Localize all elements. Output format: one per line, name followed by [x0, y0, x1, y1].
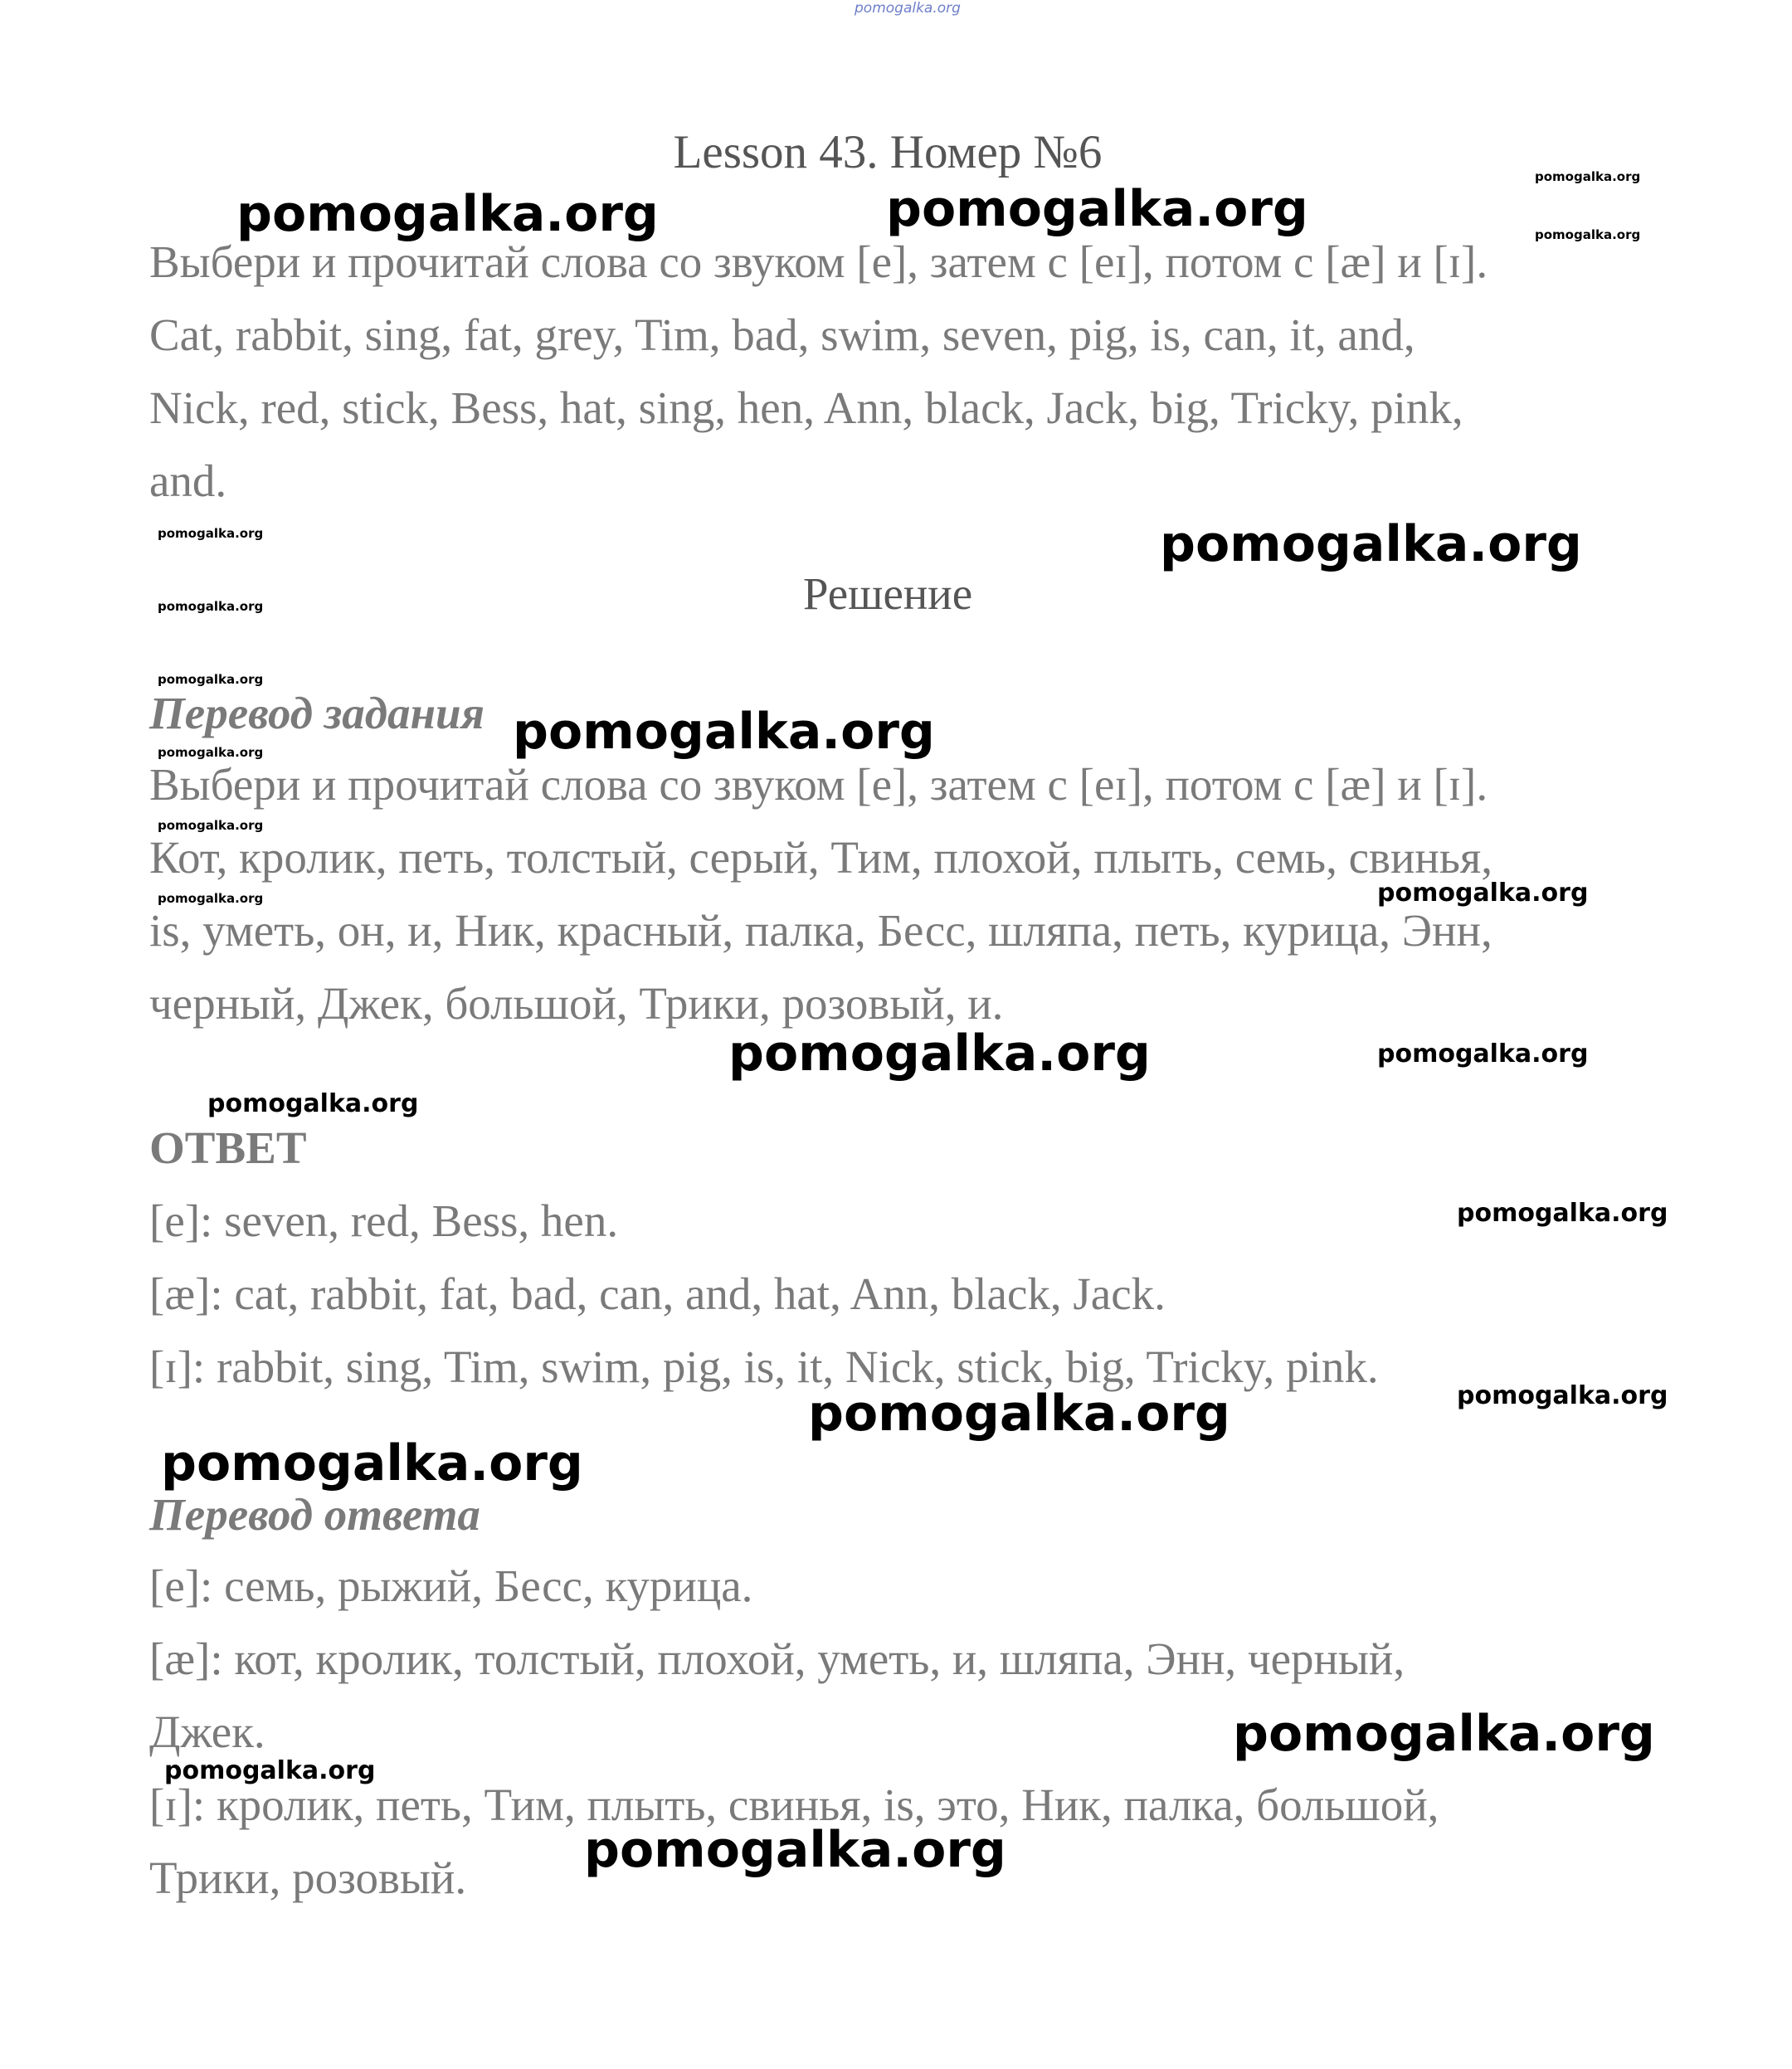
translation-line-3: is, уметь, он, и, Ник, красный, палка, Бесс, шляпа, петь, курица, Энн,	[149, 905, 1493, 956]
watermark: pomogalka.org	[161, 1434, 583, 1492]
watermark: pomogalka.org	[158, 745, 264, 760]
answer-line-i: [ɪ]: rabbit, sing, Tim, swim, pig, is, it, Nick, stick, big, Tricky, pink.	[149, 1341, 1379, 1392]
answer-translation-line-1: [e]: семь, рыжий, Бесс, курица.	[149, 1560, 753, 1611]
answer-translation-line-4: [ɪ]: кролик, петь, Тим, плыть, свинья, is, это, Ник, палка, большой,	[149, 1779, 1439, 1830]
watermark: pomogalka.org	[1535, 169, 1641, 184]
watermark: pomogalka.org	[886, 180, 1308, 238]
site-mark: pomogalka.org	[855, 0, 961, 17]
watermark: pomogalka.org	[158, 891, 264, 906]
answer-translation-line-5: Трики, розовый.	[149, 1852, 467, 1903]
watermark: pomogalka.org	[158, 818, 264, 833]
watermark: pomogalka.org	[1457, 1381, 1668, 1410]
watermark: pomogalka.org	[158, 526, 264, 541]
answer-translation-line-3: Джек.	[149, 1706, 265, 1757]
translation-heading: Перевод задания	[149, 688, 485, 738]
watermark: pomogalka.org	[1377, 879, 1589, 908]
answer-heading: ОТВЕТ	[149, 1122, 307, 1173]
watermark: pomogalka.org	[584, 1821, 1006, 1879]
watermark: pomogalka.org	[1535, 227, 1641, 242]
watermark: pomogalka.org	[513, 703, 935, 761]
watermark: pomogalka.org	[808, 1385, 1230, 1443]
task-line-1: Выбери и прочитай слова со звуком [e], затем с [eɪ], потом с [æ] и [ɪ].	[149, 236, 1488, 287]
watermark: pomogalka.org	[1377, 1039, 1589, 1069]
task-line-3: Nick, red, stick, Bess, hat, sing, hen, Ann, black, Jack, big, Tricky, pink,	[149, 382, 1463, 433]
watermark: pomogalka.org	[158, 599, 264, 614]
answer-line-ae: [æ]: cat, rabbit, fat, bad, can, and, hat, Ann, black, Jack.	[149, 1268, 1166, 1319]
watermark: pomogalka.org	[1233, 1705, 1655, 1763]
watermark: pomogalka.org	[207, 1089, 419, 1118]
task-line-2: Cat, rabbit, sing, fat, grey, Tim, bad, swim, seven, pig, is, can, it, and,	[149, 309, 1415, 360]
watermark: pomogalka.org	[164, 1756, 376, 1785]
watermark: pomogalka.org	[158, 672, 264, 687]
answer-translation-line-2: [æ]: кот, кролик, толстый, плохой, уметь, и, шляпа, Энн, черный,	[149, 1633, 1405, 1684]
task-line-4: and.	[149, 455, 227, 506]
translation-line-4: черный, Джек, большой, Трики, розовый, и.	[149, 978, 1004, 1029]
watermark: pomogalka.org	[236, 185, 659, 243]
translation-line-1: Выбери и прочитай слова со звуком [e], затем с [eɪ], потом с [æ] и [ɪ].	[149, 759, 1488, 810]
watermark: pomogalka.org	[1160, 515, 1582, 573]
solution-title: Решение	[802, 568, 973, 619]
watermark: pomogalka.org	[728, 1025, 1151, 1083]
watermark: pomogalka.org	[1457, 1199, 1668, 1228]
translation-line-2: Кот, кролик, петь, толстый, серый, Тим, плохой, плыть, семь, свинья,	[149, 832, 1493, 883]
answer-line-e: [e]: seven, red, Bess, hen.	[149, 1195, 619, 1246]
answer-translation-heading: Перевод ответа	[149, 1489, 480, 1540]
page-title: Lesson 43. Номер №6	[673, 126, 1103, 178]
